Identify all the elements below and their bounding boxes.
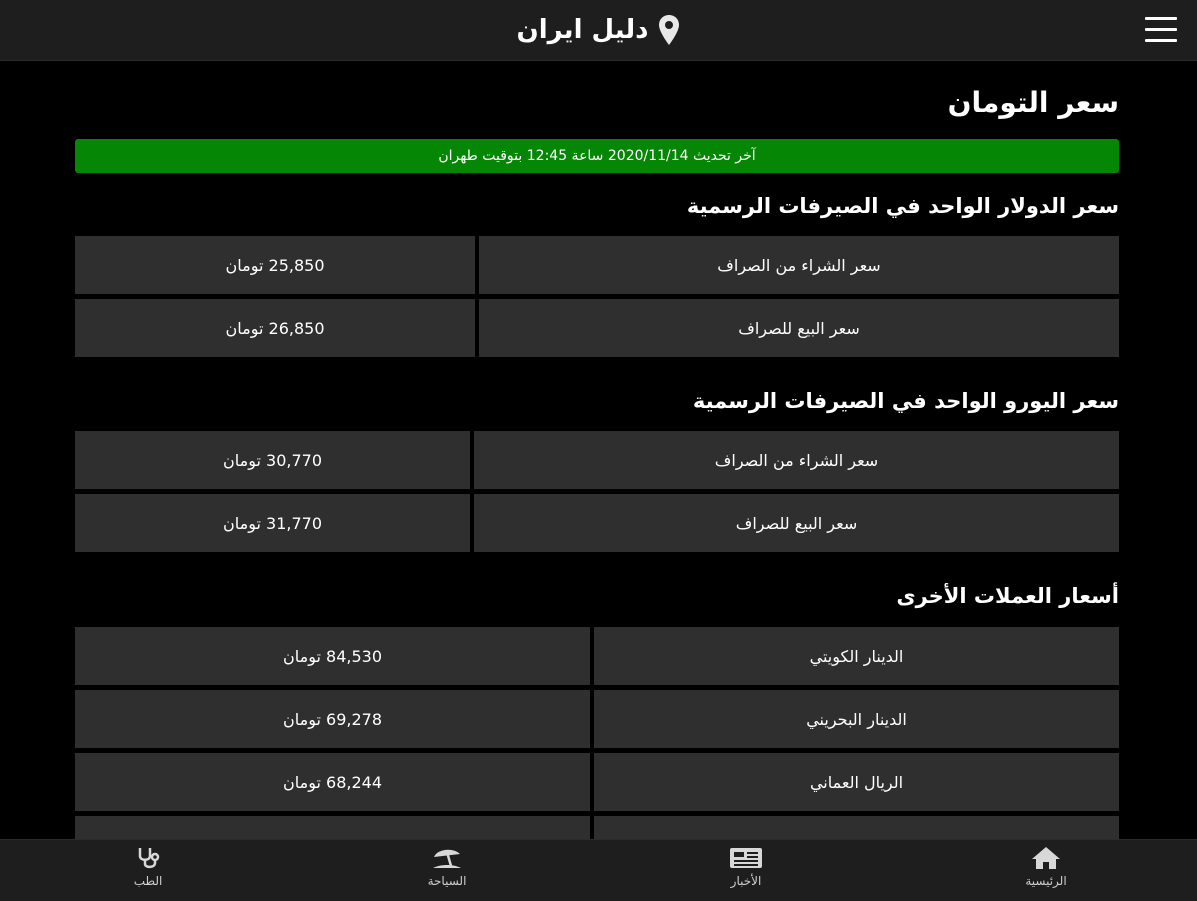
page-title: سعر التومان: [947, 86, 1119, 119]
section-title-other-currencies: أسعار العملات الأخرى: [896, 584, 1119, 608]
nav-tab-label: السياحة: [427, 874, 467, 888]
nav-tab-label: الرئيسية: [1025, 874, 1067, 888]
hamburger-menu-icon[interactable]: [1145, 17, 1177, 43]
nav-tab-label: الطب: [133, 874, 163, 888]
currency-name: الريال العماني: [594, 753, 1119, 811]
rate-label: سعر البيع للصراف: [474, 494, 1119, 552]
nav-tab-tourism[interactable]: [387, 846, 507, 888]
currency-name: [594, 816, 1119, 839]
location-pin-icon: [658, 14, 680, 46]
main-content[interactable]: [0, 61, 1197, 839]
table-row: [75, 627, 1119, 685]
table-row: [75, 299, 1119, 357]
rate-value: 25,850 تومان: [75, 236, 475, 294]
nav-tab-home[interactable]: [986, 846, 1106, 888]
section-title-euro: سعر اليورو الواحد في الصيرفات الرسمية: [692, 389, 1119, 413]
currency-name: الدينار الكويتي: [594, 627, 1119, 685]
table-row: [75, 236, 1119, 294]
currency-value: 69,278 تومان: [75, 690, 590, 748]
last-update-banner: [75, 139, 1119, 173]
app-brand[interactable]: [0, 0, 1197, 60]
home-icon: [1031, 846, 1061, 870]
app-title: دليل ايران: [516, 15, 649, 45]
nav-tab-medicine[interactable]: [88, 846, 208, 888]
nav-tab-news[interactable]: [686, 846, 806, 888]
table-row: [75, 690, 1119, 748]
rate-value: 30,770 تومان: [75, 431, 470, 489]
section-title-dollar: سعر الدولار الواحد في الصيرفات الرسمية: [686, 194, 1119, 218]
bottom-navigation: [0, 839, 1197, 901]
last-update-text: آخر تحديث 2020/11/14 ساعة 12:45 بتوقيت طهران: [438, 148, 756, 164]
rate-label: سعر البيع للصراف: [479, 299, 1119, 357]
table-row: [75, 816, 1119, 839]
dollar-rates-table: [75, 236, 1119, 362]
table-row: [75, 494, 1119, 552]
rate-label: سعر الشراء من الصراف: [474, 431, 1119, 489]
rate-label: سعر الشراء من الصراف: [479, 236, 1119, 294]
app-header: [0, 0, 1197, 61]
table-row: [75, 431, 1119, 489]
currency-value: 68,244 تومان: [75, 753, 590, 811]
currency-value: [75, 816, 590, 839]
news-icon: [729, 846, 763, 870]
nav-tab-label: الأخبار: [730, 874, 762, 888]
other-currencies-table: [75, 627, 1119, 839]
stethoscope-icon: [134, 846, 162, 870]
rate-value: 26,850 تومان: [75, 299, 475, 357]
currency-value: 84,530 تومان: [75, 627, 590, 685]
currency-name: الدينار البحريني: [594, 690, 1119, 748]
euro-rates-table: [75, 431, 1119, 557]
beach-umbrella-icon: [431, 846, 463, 870]
rate-value: 31,770 تومان: [75, 494, 470, 552]
table-row: [75, 753, 1119, 811]
